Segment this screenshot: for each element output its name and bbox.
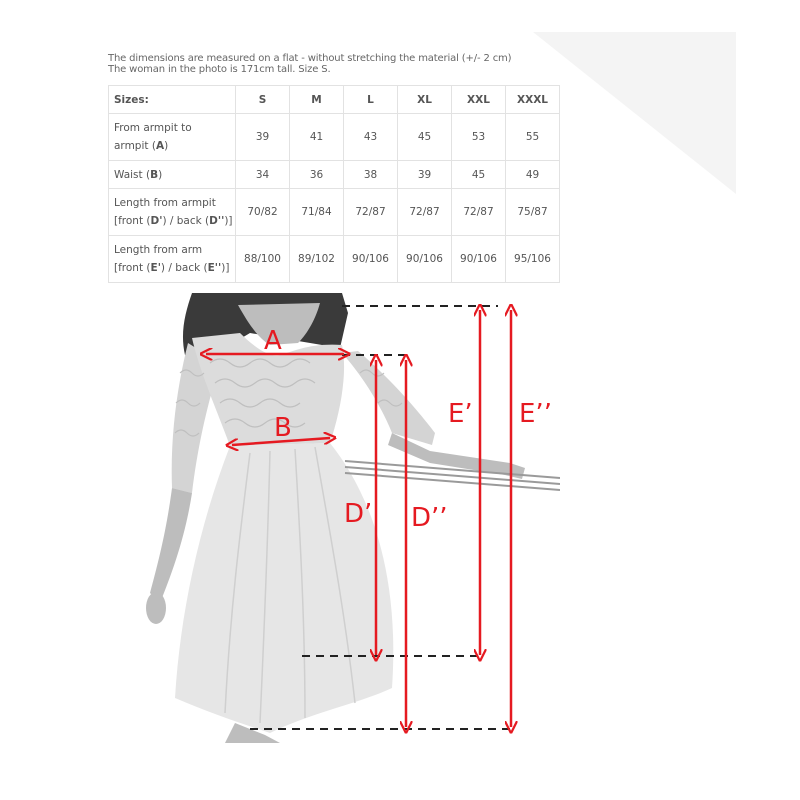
table-cell: 41 xyxy=(290,114,344,161)
table-cell: 95/106 xyxy=(506,236,560,283)
table-cell: 38 xyxy=(344,161,398,189)
size-table xyxy=(108,85,560,283)
table-cell: 39 xyxy=(236,114,290,161)
right-sleeve xyxy=(342,351,435,445)
intro-line-1: The dimensions are measured on a flat - without stretching the material (+/- 2 cm) xyxy=(108,53,512,64)
table-cell: 49 xyxy=(506,161,560,189)
left-hand xyxy=(146,592,166,624)
row-label-waist: Waist (B) xyxy=(109,161,236,189)
table-cell: 70/82 xyxy=(236,189,290,236)
table-row xyxy=(109,161,560,189)
table-row xyxy=(109,189,560,236)
measurement-intro xyxy=(108,53,568,75)
label-d-back: D’’ xyxy=(411,503,448,533)
table-cell: 39 xyxy=(398,161,452,189)
label-a: A xyxy=(264,326,282,356)
table-cell: 75/87 xyxy=(506,189,560,236)
label-e-front: E’ xyxy=(448,399,473,429)
row-label-armpit-to-armpit: From armpit to armpit (A) xyxy=(109,114,236,161)
table-cell: 90/106 xyxy=(452,236,506,283)
label-e-back: E’’ xyxy=(519,399,552,429)
table-cell: 88/100 xyxy=(236,236,290,283)
table-cell: 45 xyxy=(452,161,506,189)
table-cell: 72/87 xyxy=(344,189,398,236)
table-row xyxy=(109,236,560,283)
table-cell: 90/106 xyxy=(344,236,398,283)
header-size: L xyxy=(344,86,398,114)
table-header-row xyxy=(109,86,560,114)
table-cell: 45 xyxy=(398,114,452,161)
table-row xyxy=(109,114,560,161)
row-label-length-from-armpit: Length from armpit [front (D') / back (D'')] xyxy=(109,189,236,236)
header-size: S xyxy=(236,86,290,114)
header-size: XL xyxy=(398,86,452,114)
skirt xyxy=(175,443,393,733)
row-label-length-from-arm: Length from arm [front (E') / back (E'')] xyxy=(109,236,236,283)
table-cell: 53 xyxy=(452,114,506,161)
left-forearm xyxy=(150,488,192,603)
header-size: XXL xyxy=(452,86,506,114)
table-cell: 72/87 xyxy=(398,189,452,236)
intro-line-2: The woman in the photo is 171cm tall. Size S. xyxy=(108,64,331,75)
table-cell: 34 xyxy=(236,161,290,189)
table-cell: 36 xyxy=(290,161,344,189)
measurement-figure xyxy=(130,293,560,743)
header-size: M xyxy=(290,86,344,114)
table-cell: 55 xyxy=(506,114,560,161)
table-cell: 43 xyxy=(344,114,398,161)
header-sizes-label: Sizes: xyxy=(109,86,236,114)
table-cell: 71/84 xyxy=(290,189,344,236)
table-cell: 89/102 xyxy=(290,236,344,283)
label-d-front: D’ xyxy=(344,499,373,529)
table-cell: 90/106 xyxy=(398,236,452,283)
label-b: B xyxy=(274,413,292,443)
header-size: XXXL xyxy=(506,86,560,114)
table-cell: 72/87 xyxy=(452,189,506,236)
